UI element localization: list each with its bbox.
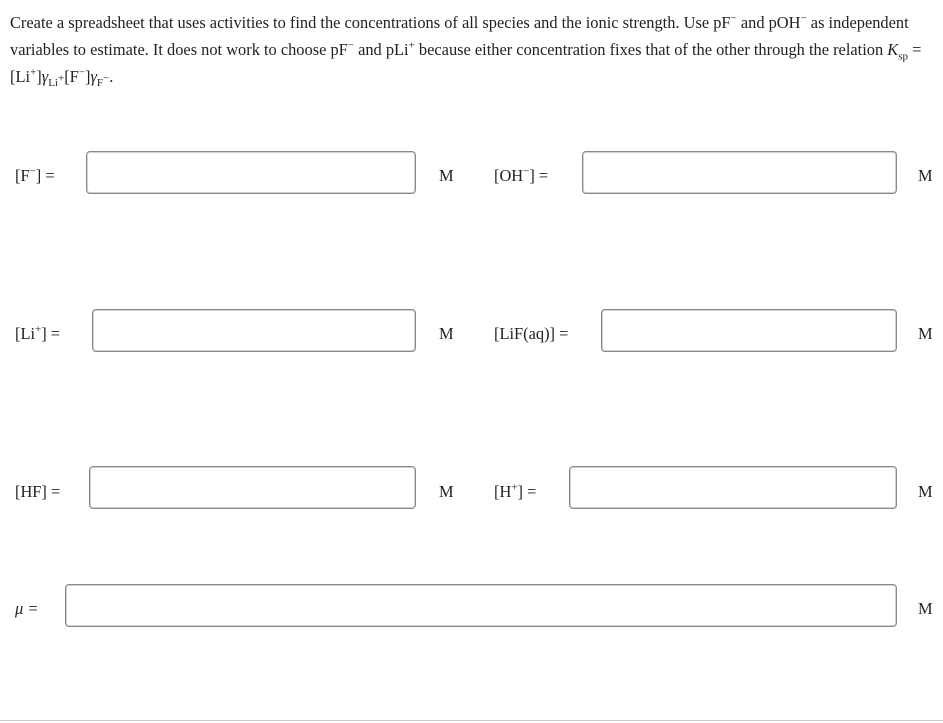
gamma-f-subscript	[96, 72, 110, 90]
hf-label: [HF] =	[15, 482, 61, 501]
oh-minus-label-post: ] =	[529, 166, 549, 185]
h-plus-label	[494, 482, 536, 502]
h-plus-label-sup: +	[511, 481, 518, 494]
f-minus-label-post: ] =	[35, 166, 55, 185]
oh-minus-label	[494, 166, 548, 186]
relation-text-4: ]	[84, 67, 91, 86]
f-minus-input[interactable]	[86, 151, 416, 194]
gamma-li-symbol: γ	[41, 67, 49, 86]
relation-text-3: [F	[64, 67, 79, 86]
oh-minus-input[interactable]	[582, 151, 897, 194]
gamma-f-sub-sup: −	[103, 72, 110, 85]
prompt-text-5: because either concentration fixes that of the other through the relation	[414, 40, 888, 59]
oh-minus-label-pre: [OH	[494, 166, 524, 185]
question-prompt	[10, 9, 935, 90]
relation-text-1: = [Li	[10, 40, 922, 86]
h-plus-label-pre: [H	[494, 482, 512, 501]
gamma-li-sub-sup: +	[57, 72, 65, 85]
bottom-divider	[0, 720, 943, 721]
f-minus-unit: M	[439, 166, 454, 185]
li-plus-unit: M	[439, 324, 454, 343]
prompt-sup-4: +	[408, 39, 415, 52]
lif-aq-label: [LiF(aq)] =	[494, 324, 569, 343]
f-minus-label-pre: [F	[15, 166, 30, 185]
li-plus-label-sup: +	[35, 323, 42, 336]
relation-sup-2: −	[78, 66, 85, 79]
gamma-f-symbol: γ	[90, 67, 97, 86]
oh-minus-unit: M	[918, 166, 933, 185]
ionic-strength-unit: M	[918, 599, 933, 618]
relation-sup-1: +	[30, 66, 37, 79]
h-plus-unit: M	[918, 482, 933, 501]
hf-unit: M	[439, 482, 454, 501]
gamma-f-sub-text: F	[96, 77, 104, 90]
gamma-li-subscript	[48, 72, 65, 90]
li-plus-input[interactable]	[92, 309, 416, 352]
ionic-strength-label: μ =	[15, 599, 39, 618]
f-minus-label	[15, 166, 55, 186]
prompt-text-4: and pLi	[353, 40, 409, 59]
prompt-text-2: and pOH	[736, 13, 801, 32]
li-plus-label-post: ] =	[41, 324, 61, 343]
ksp-symbol: K	[887, 40, 899, 59]
prompt-text-3: as independent variables to estimate. It does not work to choose pF	[10, 13, 909, 59]
li-plus-label	[15, 324, 60, 344]
h-plus-input[interactable]	[569, 466, 897, 509]
relation-period: .	[109, 67, 114, 86]
f-minus-label-sup: −	[29, 165, 36, 178]
ksp-subscript: sp	[898, 50, 908, 63]
prompt-text-1: Create a spreadsheet that uses activities to find the concentrations of all species and the ionic strength. Use pF	[10, 13, 731, 32]
relation-text-2: ]	[36, 67, 42, 86]
lif-aq-input[interactable]	[601, 309, 897, 352]
li-plus-label-pre: [Li	[15, 324, 36, 343]
ionic-strength-input[interactable]	[65, 584, 897, 627]
oh-minus-label-sup: −	[523, 165, 530, 178]
lif-aq-unit: M	[918, 324, 933, 343]
gamma-li-sub-text: Li	[48, 77, 58, 90]
prompt-sup-1: −	[730, 12, 737, 25]
h-plus-label-post: ] =	[517, 482, 537, 501]
prompt-sup-3: −	[347, 39, 354, 52]
prompt-sup-2: −	[800, 12, 807, 25]
hf-input[interactable]	[89, 466, 416, 509]
